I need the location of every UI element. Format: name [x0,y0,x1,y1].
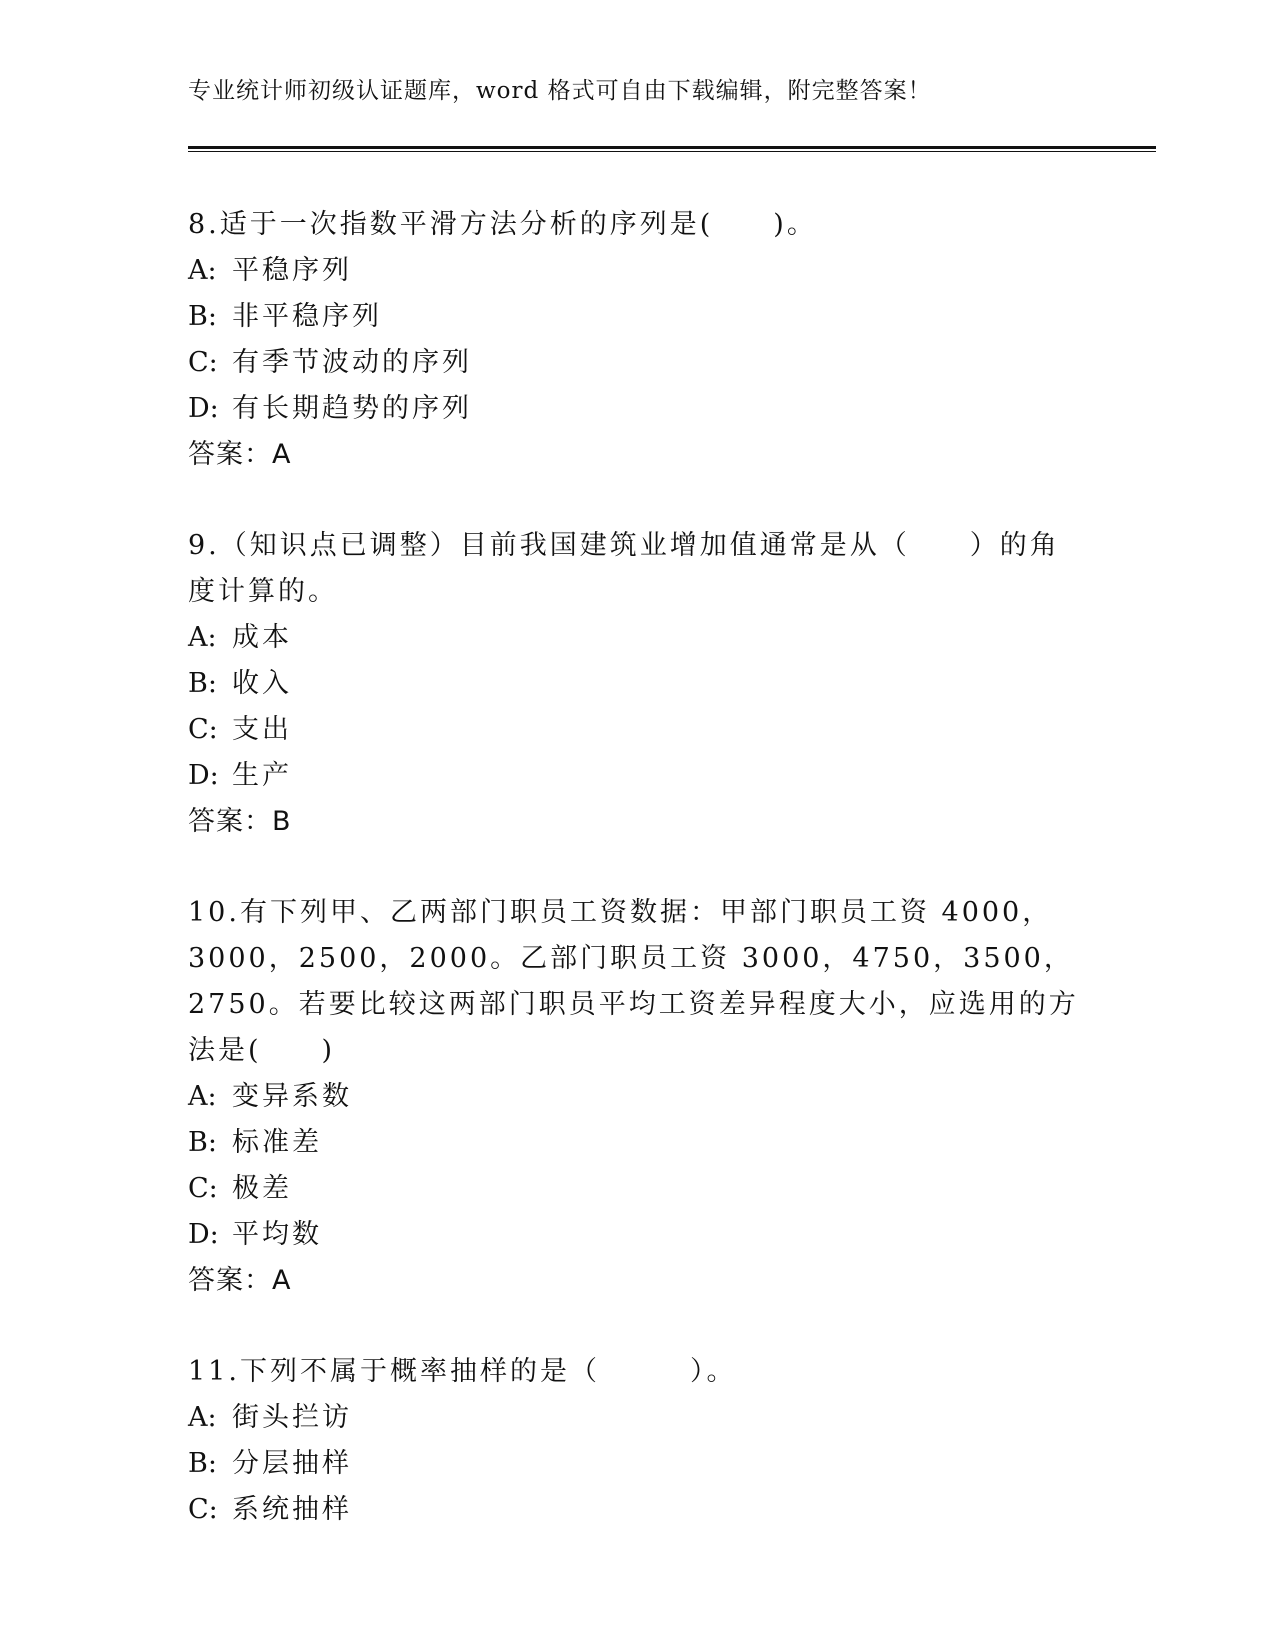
option-label: B: [188,668,217,699]
option-d [188,1212,1088,1258]
option-text: 有长期趋势的序列 [232,393,472,424]
answer-line: 答案：A [188,1265,292,1296]
option-text: 标准差 [232,1127,322,1158]
question-11 [188,1349,1088,1533]
option-label: D: [188,393,219,424]
question-8 [188,202,1088,478]
option-text: 非平稳序列 [232,301,382,332]
option-text: 支出 [232,714,292,745]
option-a [188,615,1088,661]
answer-line: 答案：B [188,806,292,837]
option-label: C: [188,714,218,745]
option-label: A: [188,622,217,653]
option-text: 街头拦访 [232,1402,352,1433]
option-a [188,1395,1088,1441]
option-b [188,661,1088,707]
option-text: 收入 [232,668,292,699]
question-stem: 9.（知识点已调整）目前我国建筑业增加值通常是从（ ）的角度计算的。 [188,530,1060,607]
question-10 [188,890,1088,1304]
option-a [188,1074,1088,1120]
question-list [188,202,1088,1578]
option-label: D: [188,760,219,791]
option-label: B: [188,1127,217,1158]
option-b [188,1441,1088,1487]
option-label: C: [188,1173,218,1204]
option-d [188,753,1088,799]
question-stem: 11.下列不属于概率抽样的是（ ）。 [188,1356,737,1387]
option-c [188,1487,1088,1533]
option-text: 分层抽样 [232,1448,352,1479]
option-text: 生产 [232,760,292,791]
option-d [188,386,1088,432]
option-text: 成本 [232,622,292,653]
option-b [188,1120,1088,1166]
option-a [188,248,1088,294]
option-text: 极差 [232,1173,292,1204]
option-text: 变异系数 [232,1081,352,1112]
question-stem: 10.有下列甲、乙两部门职员工资数据：甲部门职员工资 4000，3000，2500，2000。乙部门职员工资 3000，4750，3500，2750。若要比较这两部门职员平均工资差异程度大小，应选用的方法是( ) [188,897,1079,1066]
answer-line: 答案：A [188,439,292,470]
option-text: 有季节波动的序列 [232,347,472,378]
option-label: C: [188,1494,218,1525]
option-text: 系统抽样 [232,1494,352,1525]
header-rule-thin [188,151,1156,152]
option-label: A: [188,1081,217,1112]
header-rule-thick [188,146,1156,149]
option-text: 平均数 [232,1219,322,1250]
option-c [188,340,1088,386]
option-label: C: [188,347,218,378]
option-c [188,707,1088,753]
page-header: 专业统计师初级认证题库，word 格式可自由下载编辑，附完整答案！ [188,78,932,104]
option-c [188,1166,1088,1212]
option-label: A: [188,1402,217,1433]
option-label: B: [188,1448,217,1479]
option-label: A: [188,255,217,286]
option-label: B: [188,301,217,332]
option-label: D: [188,1219,219,1250]
question-stem: 8.适于一次指数平滑方法分析的序列是( )。 [188,209,817,240]
option-text: 平稳序列 [232,255,352,286]
question-9 [188,523,1088,845]
option-b [188,294,1088,340]
